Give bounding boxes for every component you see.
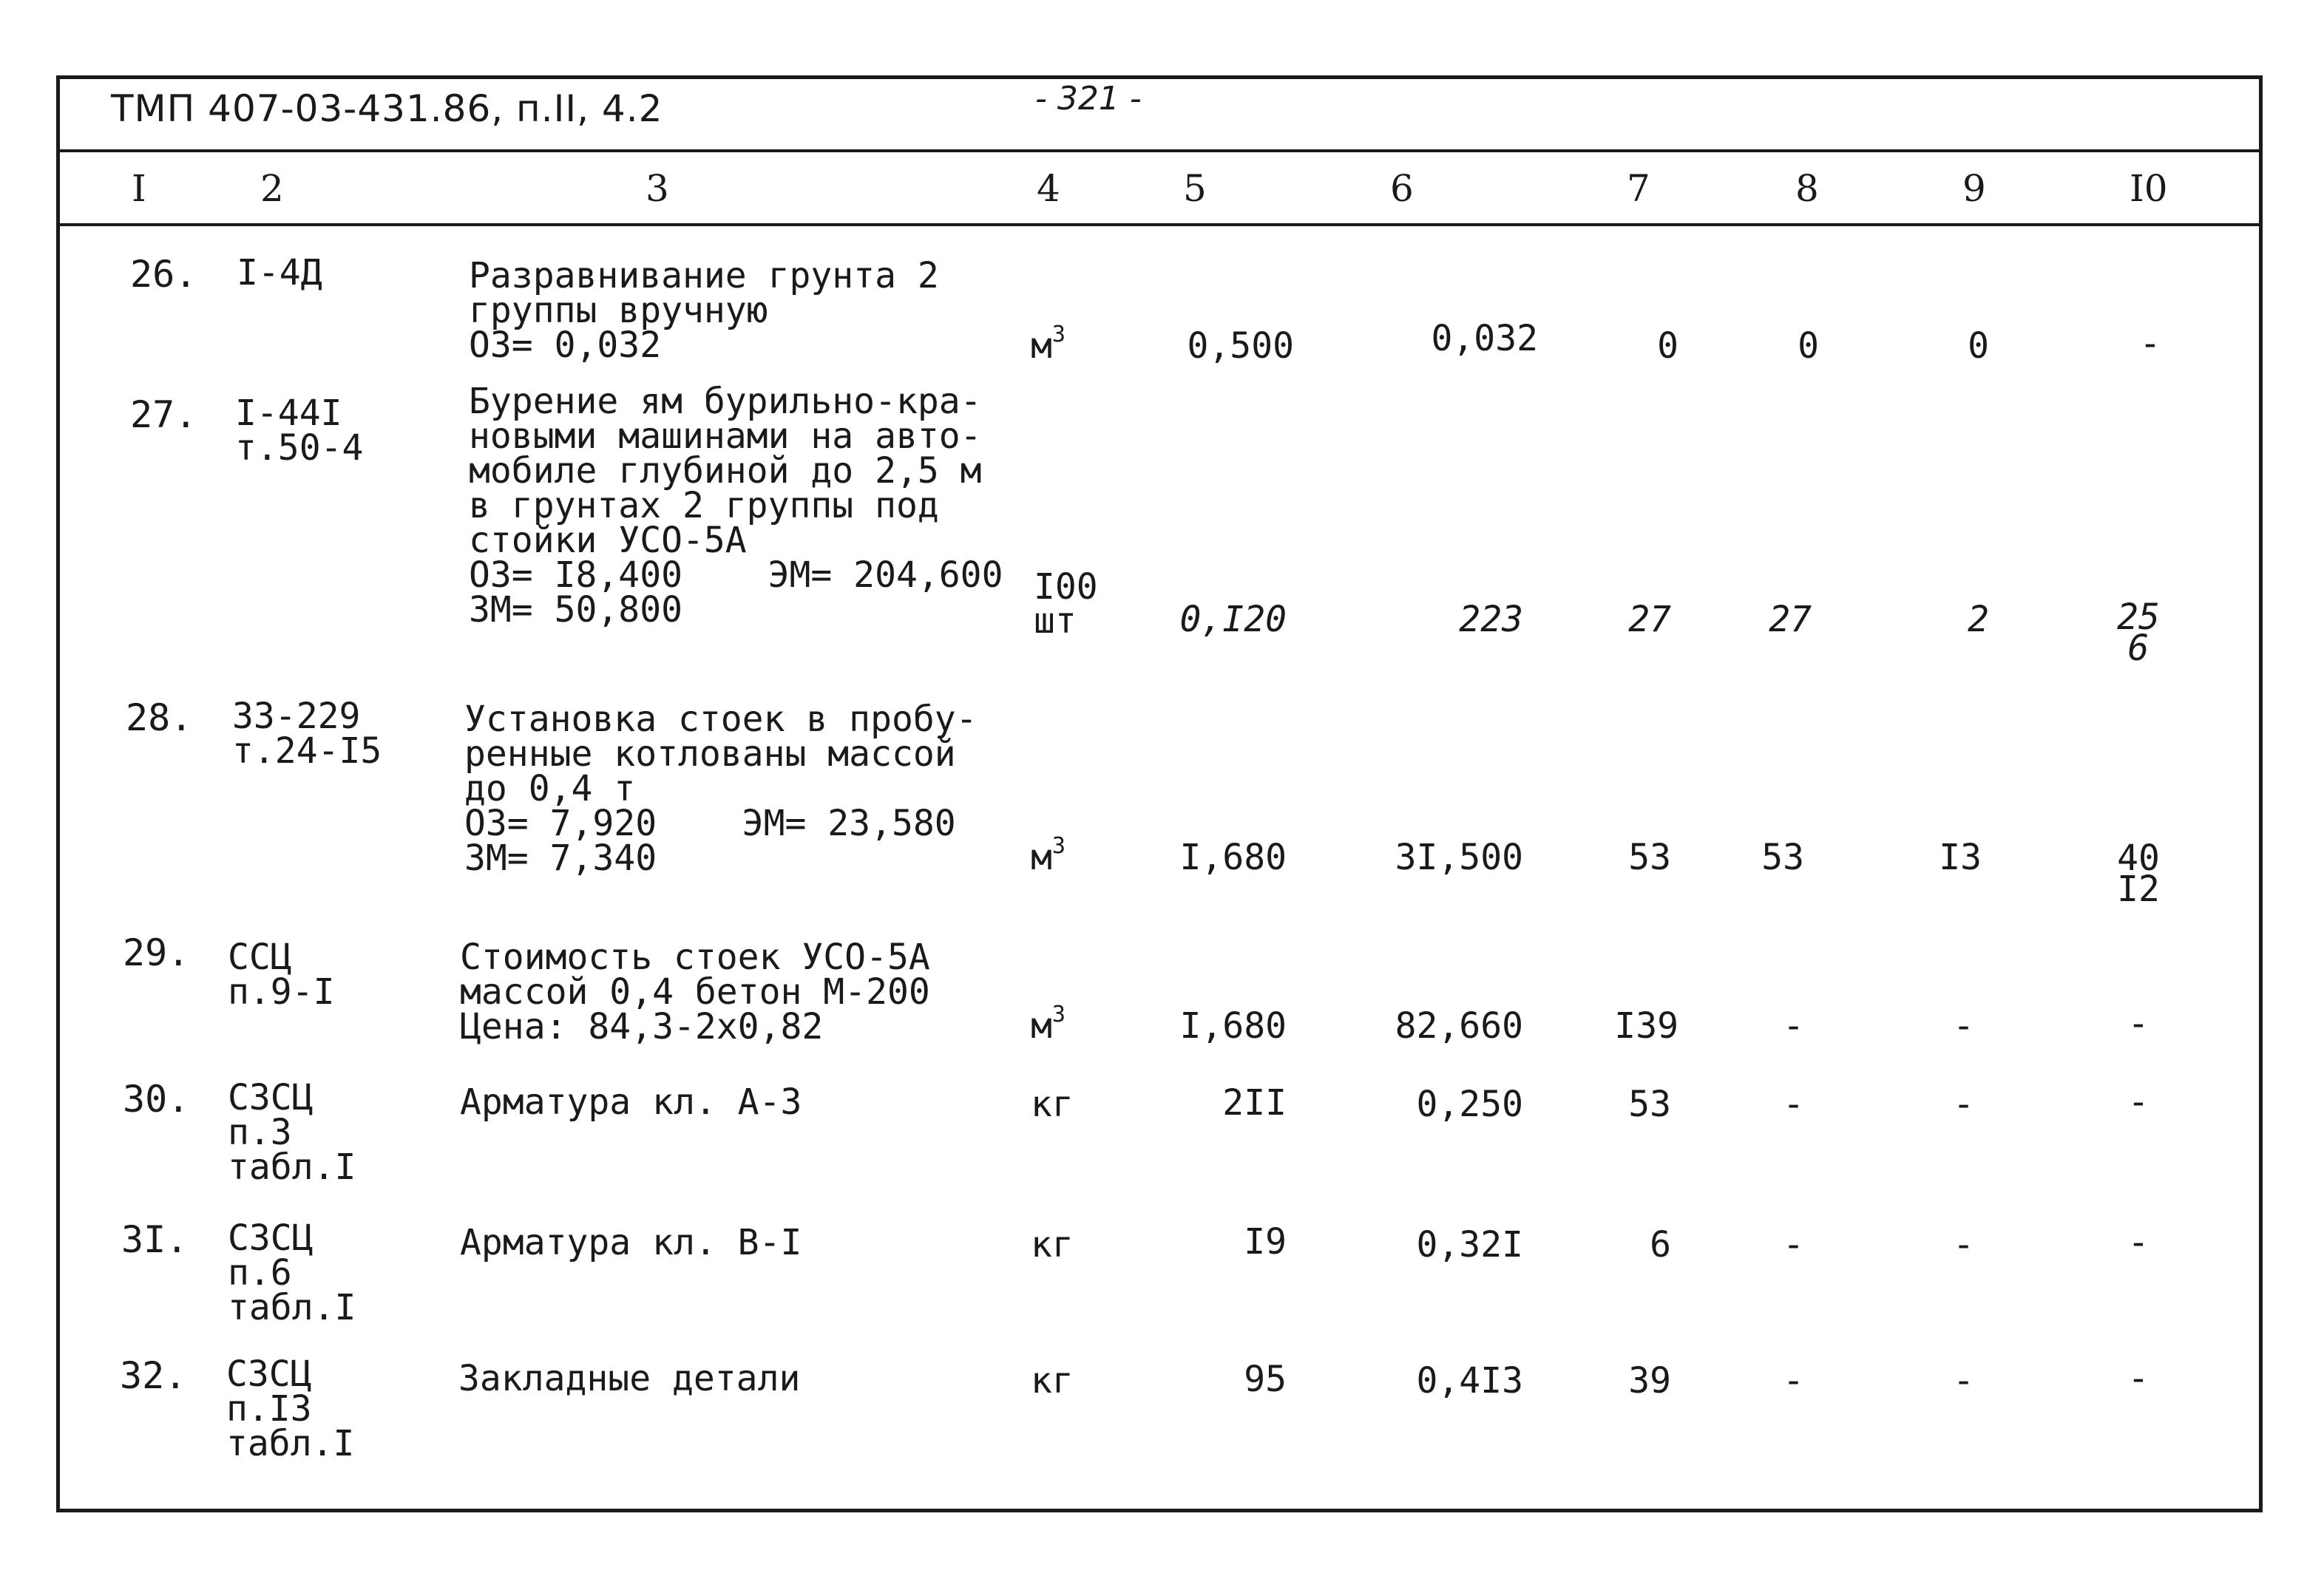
column-number-6: 6 — [1390, 167, 1414, 210]
col-9-value: - — [1953, 1005, 1974, 1047]
norm-code: 33-229 т.24-I5 — [232, 696, 382, 772]
col-8-value: - — [1783, 1005, 1804, 1047]
page-number: - 321 - — [1035, 80, 1142, 118]
col-10-value: - — [2127, 1081, 2149, 1123]
norm-code: СЗСЦ п.3 табл.I — [228, 1077, 356, 1189]
norm-code: I-44I т.50-4 — [235, 393, 364, 469]
col-9-value: I3 — [1939, 837, 1982, 878]
header-rule — [56, 149, 2263, 152]
unit-cost: 0,250 — [1416, 1084, 1523, 1125]
col-7-value: I39 — [1614, 1005, 1678, 1047]
column-number-10: I0 — [2130, 167, 2168, 210]
column-number-7: 7 — [1627, 167, 1650, 210]
row-number: 27. — [130, 393, 197, 436]
col-9-value: - — [1953, 1224, 1974, 1265]
row-number: 30. — [123, 1078, 190, 1121]
column-number-1: I — [132, 167, 146, 210]
unit-cost: 82,660 — [1395, 1005, 1523, 1047]
col-10-value: 25 6 — [2117, 597, 2160, 670]
row-number: 3I. — [121, 1218, 189, 1261]
col-10-value: - — [2127, 1003, 2149, 1044]
norm-code: СЗСЦ п.6 табл.I — [228, 1217, 356, 1329]
unit-of-measure: кг — [1031, 1360, 1074, 1402]
work-description: Разравнивание грунта 2 группы вручную ОЗ= 0,032 — [469, 255, 939, 367]
col-8-value: 53 — [1761, 837, 1804, 878]
col-10-value: 40 I2 — [2117, 838, 2160, 911]
quantity: I,680 — [1179, 1005, 1287, 1047]
column-number-9: 9 — [1962, 167, 1986, 210]
col-7-value: 53 — [1628, 1084, 1671, 1125]
col-8-value: - — [1783, 1360, 1804, 1402]
col-10-value: - — [2139, 323, 2161, 364]
work-description: Закладные детали — [458, 1358, 801, 1399]
quantity: I,680 — [1179, 837, 1287, 878]
col-10-value: - — [2127, 1358, 2149, 1399]
column-number-2: 2 — [260, 167, 284, 210]
quantity: 0,I20 — [1179, 599, 1287, 640]
work-description: Бурение ям бурильно-кра- новыми машинами на авто- мобиле глубиной до 2,5 м в грунтах 2 группы под стойки УСО-5А ОЗ= I8,400 ЭМ= 204,600 ЗМ= 50,800 — [469, 381, 1003, 631]
column-number-5: 5 — [1183, 167, 1207, 210]
col-8-value: - — [1783, 1224, 1804, 1265]
column-number-8: 8 — [1795, 167, 1819, 210]
work-description: Арматура кл. А-3 — [460, 1081, 802, 1123]
col-7-value: 39 — [1628, 1360, 1671, 1402]
quantity: 2II — [1222, 1082, 1287, 1124]
work-description: Установка стоек в пробу- ренные котлованы массой до 0,4 т ОЗ= 7,920 ЭМ= 23,580 ЗМ= 7,340 — [464, 699, 978, 880]
col-7-value: 0 — [1657, 325, 1678, 367]
col-7-value: 27 — [1628, 599, 1671, 640]
col-9-value: 0 — [1968, 325, 1989, 367]
quantity: 95 — [1244, 1359, 1287, 1400]
unit-of-measure: кг — [1031, 1224, 1074, 1265]
row-number: 28. — [126, 696, 193, 739]
quantity: 0,500 — [1187, 325, 1294, 367]
col-7-value: 53 — [1628, 837, 1671, 878]
unit-cost: 0,032 — [1431, 318, 1538, 359]
unit-of-measure: I00 шт — [1034, 566, 1098, 642]
col-7-value: 6 — [1650, 1224, 1671, 1265]
norm-code: ССЦ п.9-I — [228, 937, 335, 1013]
quantity: I9 — [1244, 1221, 1287, 1263]
col-10-value: - — [2127, 1222, 2149, 1263]
norm-code: СЗСЦ п.I3 табл.I — [226, 1353, 355, 1465]
unit-cost: 0,4I3 — [1416, 1360, 1523, 1402]
unit-cost: 223 — [1459, 599, 1523, 640]
norm-code: I-4Д — [237, 252, 322, 293]
work-description: Арматура кл. В-I — [460, 1222, 802, 1263]
unit-of-measure: кг — [1031, 1084, 1074, 1125]
row-number: 32. — [120, 1354, 187, 1397]
row-number: 29. — [123, 931, 190, 974]
page-frame — [56, 75, 2263, 1512]
col-8-value: 27 — [1769, 599, 1812, 640]
unit-of-measure: $м^3$ — [1031, 1002, 1066, 1047]
unit-of-measure: $м^3$ — [1031, 322, 1066, 367]
row-number: 26. — [130, 253, 197, 296]
col-8-value: 0 — [1798, 325, 1819, 367]
column-number-3: 3 — [646, 167, 669, 210]
col-9-value: 2 — [1968, 599, 1989, 640]
work-description: Стоимость стоек УСО-5А массой 0,4 бетон М-200 Цена: 84,3-2х0,82 — [460, 937, 930, 1048]
unit-cost: 0,32I — [1416, 1224, 1523, 1265]
document-code: ТМП 407-03-431.86, п.II, 4.2 — [111, 87, 663, 130]
col-8-value: - — [1783, 1084, 1804, 1125]
col-9-value: - — [1953, 1360, 1974, 1402]
unit-of-measure: $м^3$ — [1031, 833, 1066, 878]
column-number-4: 4 — [1037, 167, 1060, 210]
col-9-value: - — [1953, 1084, 1974, 1125]
column-header-rule — [56, 223, 2263, 226]
unit-cost: 3I,500 — [1395, 837, 1523, 878]
